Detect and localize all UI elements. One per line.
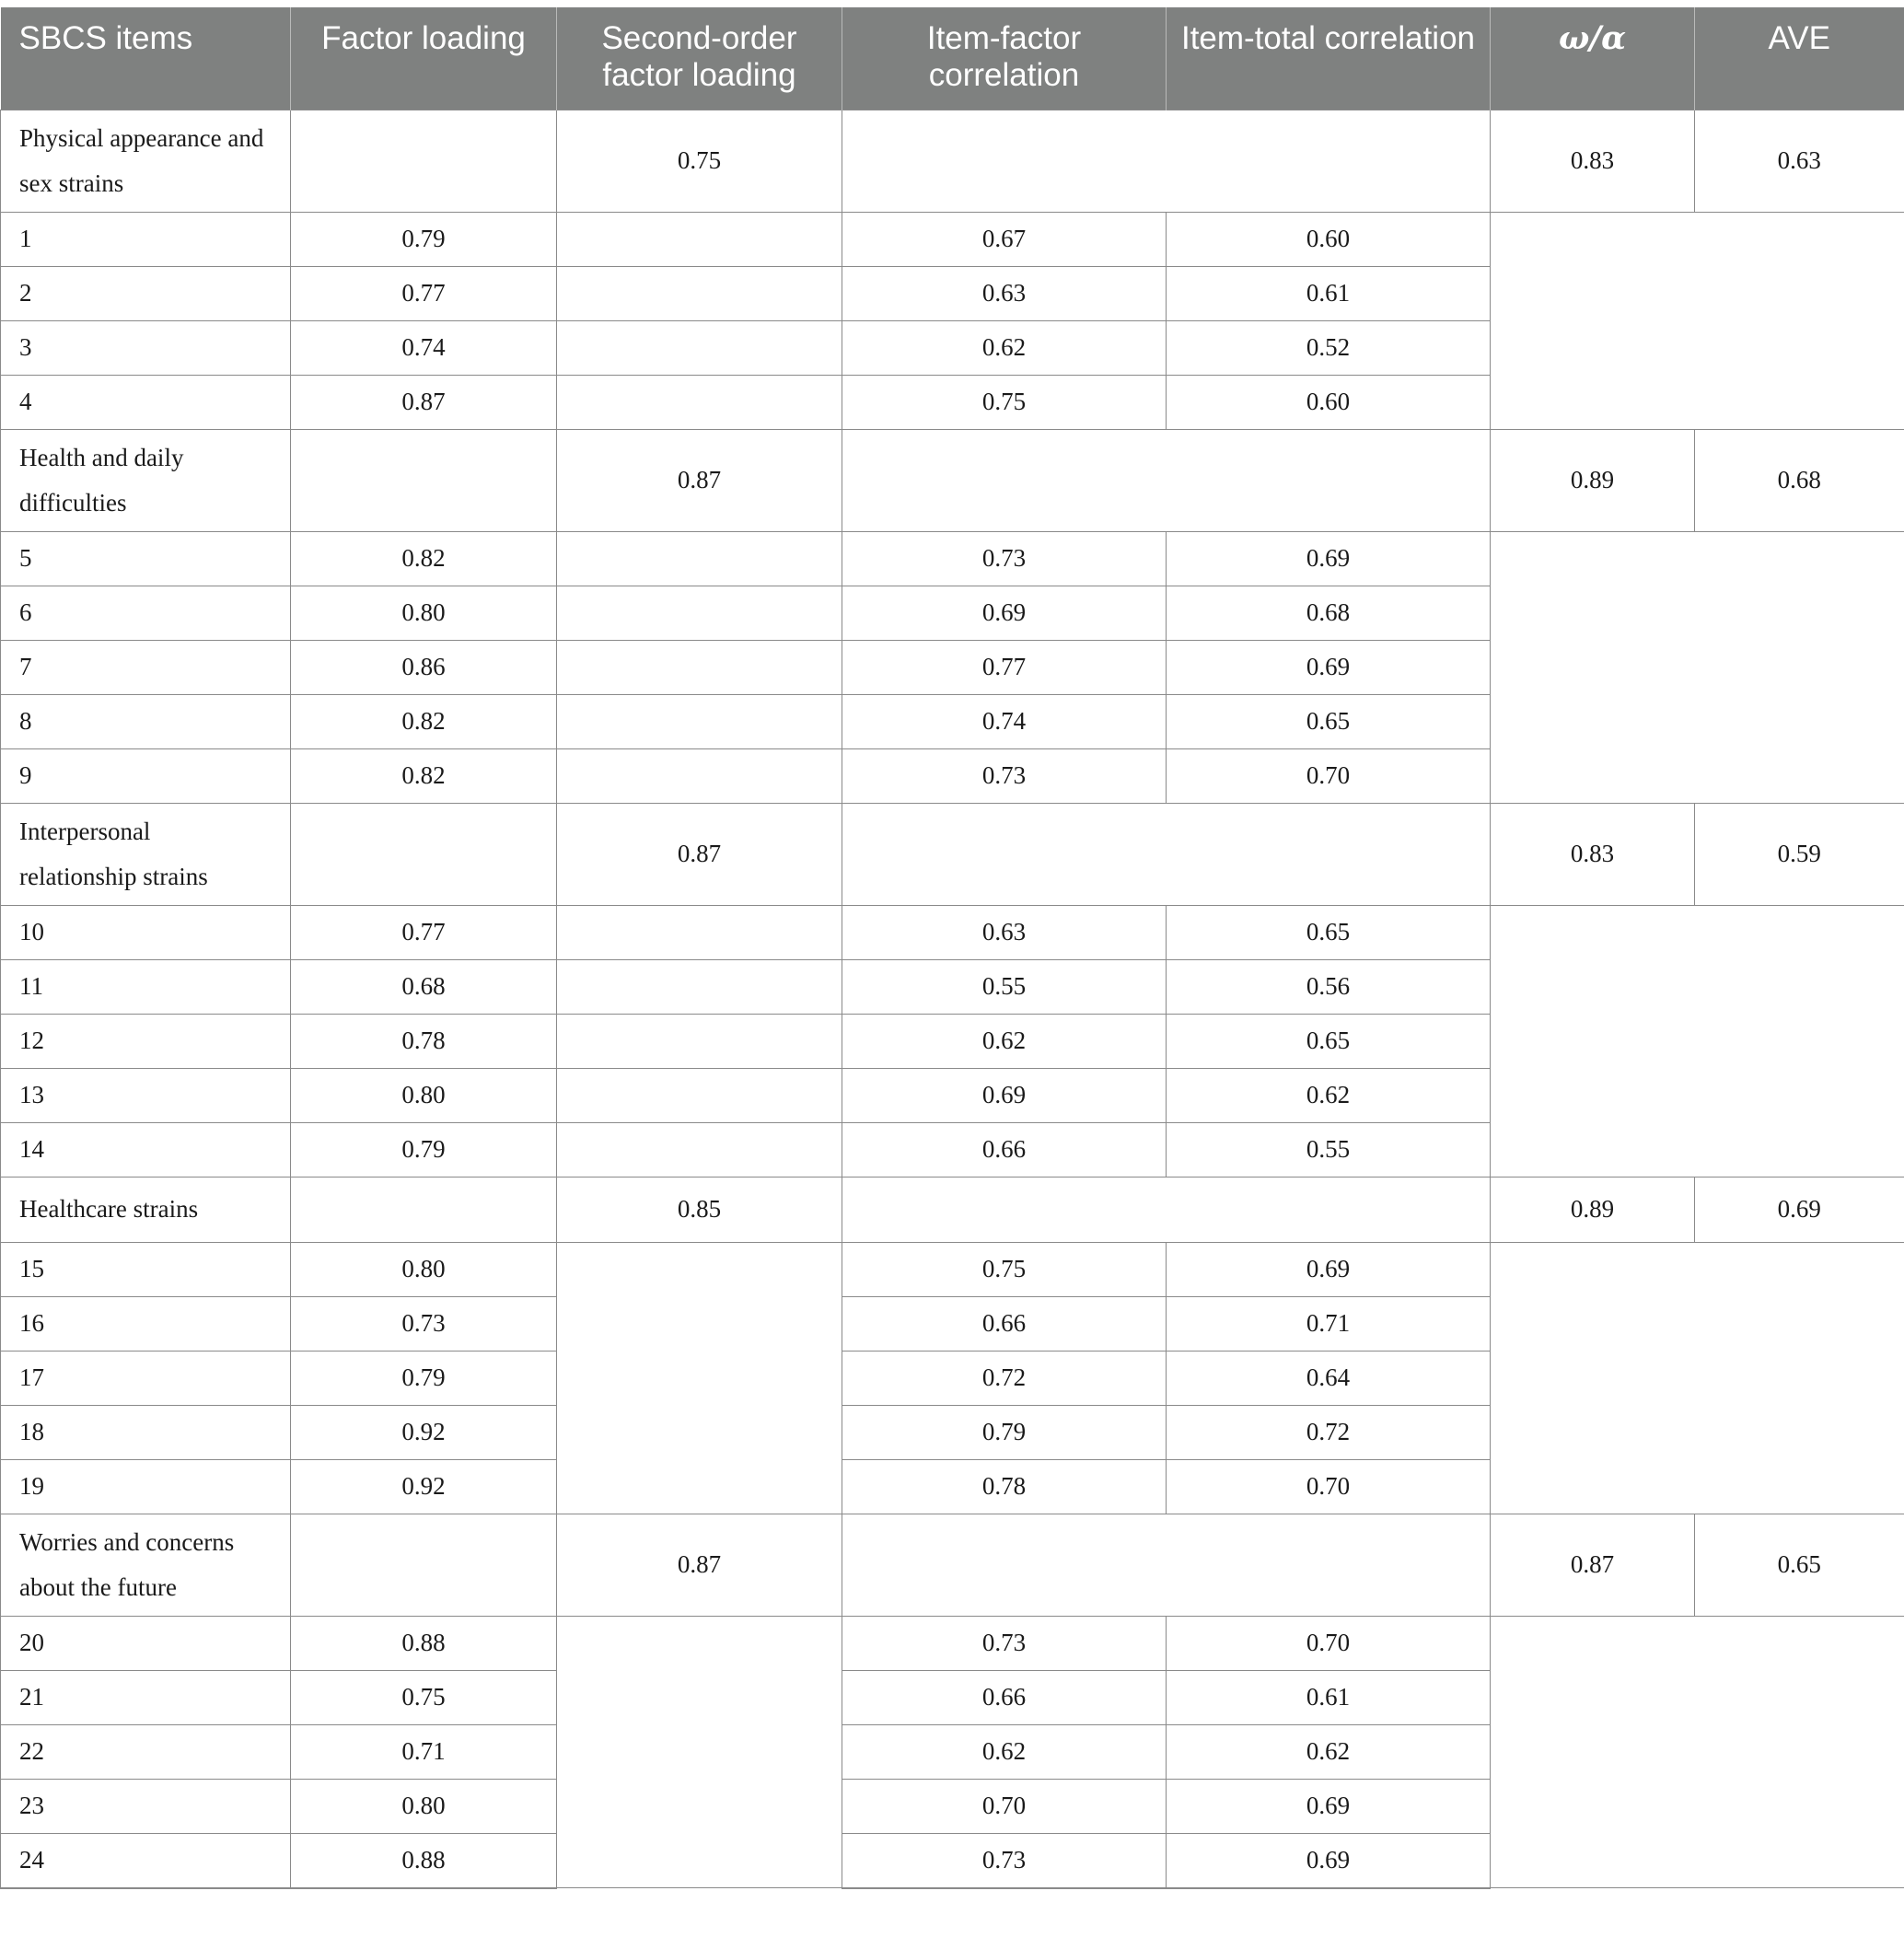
item-factor-loading: 0.88 [291,1616,557,1670]
second-order-loading: 0.87 [557,429,842,531]
item-row [1,1616,1904,1670]
omega-alpha-value: 0.89 [1491,1177,1695,1242]
item-number: 1 [1,212,291,266]
item-second-order-empty [557,320,842,375]
item-factor-loading: 0.82 [291,531,557,586]
ave-value: 0.59 [1695,803,1904,905]
item-number: 12 [1,1014,291,1068]
item-factor-loading: 0.68 [291,959,557,1014]
item-total-correlation: 0.55 [1167,1122,1491,1177]
table-header [1,7,1904,110]
item-factor-loading: 0.86 [291,640,557,694]
item-number: 2 [1,266,291,320]
factor-loading-empty [291,803,557,905]
correlation-empty [842,110,1491,212]
item-total-correlation: 0.62 [1167,1724,1491,1779]
item-factor-correlation: 0.62 [842,320,1167,375]
item-number: 14 [1,1122,291,1177]
item-second-order-empty [557,375,842,429]
header-factor-loading: Factor loading [291,7,557,110]
item-factor-correlation: 0.70 [842,1779,1167,1833]
reliability-empty [1491,531,1904,803]
item-factor-loading: 0.73 [291,1296,557,1351]
item-factor-loading: 0.87 [291,375,557,429]
item-second-order-empty [557,1616,842,1888]
reliability-empty [1491,1242,1904,1514]
header-item-factor: Item-factor correlation [842,7,1167,110]
item-factor-loading: 0.79 [291,1351,557,1405]
omega-alpha-value: 0.89 [1491,429,1695,531]
item-total-correlation: 0.65 [1167,905,1491,959]
item-row [1,212,1904,266]
item-factor-correlation: 0.75 [842,375,1167,429]
item-second-order-empty [557,1122,842,1177]
factor-row [1,803,1904,905]
item-number: 19 [1,1459,291,1514]
correlation-empty [842,1514,1491,1616]
item-total-correlation: 0.69 [1167,531,1491,586]
item-total-correlation: 0.60 [1167,375,1491,429]
item-factor-correlation: 0.72 [842,1351,1167,1405]
item-factor-loading: 0.80 [291,1068,557,1122]
factor-name: Physical appearance and sex strains [1,110,291,212]
item-number: 24 [1,1833,291,1888]
item-total-correlation: 0.64 [1167,1351,1491,1405]
item-factor-correlation: 0.77 [842,640,1167,694]
omega-alpha-value: 0.83 [1491,803,1695,905]
item-factor-correlation: 0.73 [842,1833,1167,1888]
ave-value: 0.68 [1695,429,1904,531]
item-total-correlation: 0.56 [1167,959,1491,1014]
item-second-order-empty [557,640,842,694]
item-second-order-empty [557,959,842,1014]
second-order-loading: 0.85 [557,1177,842,1242]
omega-alpha-value: 0.87 [1491,1514,1695,1616]
item-factor-correlation: 0.66 [842,1670,1167,1724]
item-number: 18 [1,1405,291,1459]
item-factor-loading: 0.74 [291,320,557,375]
correlation-empty [842,1177,1491,1242]
item-factor-loading: 0.80 [291,1779,557,1833]
item-factor-loading: 0.79 [291,1122,557,1177]
item-factor-correlation: 0.62 [842,1724,1167,1779]
header-omega-alpha: ω/α [1491,7,1695,110]
item-total-correlation: 0.60 [1167,212,1491,266]
item-factor-correlation: 0.55 [842,959,1167,1014]
item-factor-correlation: 0.69 [842,1068,1167,1122]
item-total-correlation: 0.70 [1167,1616,1491,1670]
item-number: 9 [1,748,291,803]
item-factor-correlation: 0.73 [842,1616,1167,1670]
item-total-correlation: 0.72 [1167,1405,1491,1459]
item-total-correlation: 0.62 [1167,1068,1491,1122]
item-factor-loading: 0.80 [291,1242,557,1296]
item-second-order-empty [557,531,842,586]
item-number: 6 [1,586,291,640]
header-second-order: Second-order factor loading [557,7,842,110]
second-order-loading: 0.75 [557,110,842,212]
item-total-correlation: 0.65 [1167,694,1491,748]
factor-name: Worries and concerns about the future [1,1514,291,1616]
item-second-order-empty [557,1014,842,1068]
item-number: 15 [1,1242,291,1296]
factor-row [1,1177,1904,1242]
item-number: 8 [1,694,291,748]
item-number: 20 [1,1616,291,1670]
item-number: 5 [1,531,291,586]
item-total-correlation: 0.61 [1167,266,1491,320]
item-factor-correlation: 0.75 [842,1242,1167,1296]
item-factor-correlation: 0.78 [842,1459,1167,1514]
item-total-correlation: 0.68 [1167,586,1491,640]
factor-loading-empty [291,1514,557,1616]
header-row [1,7,1904,110]
item-factor-loading: 0.77 [291,905,557,959]
item-factor-correlation: 0.66 [842,1122,1167,1177]
item-factor-loading: 0.82 [291,694,557,748]
sbcs-table [0,7,1904,1889]
item-second-order-empty [557,1242,842,1514]
factor-name: Health and daily difficulties [1,429,291,531]
item-factor-correlation: 0.73 [842,748,1167,803]
item-second-order-empty [557,694,842,748]
item-number: 16 [1,1296,291,1351]
table-body [1,110,1904,1888]
second-order-loading: 0.87 [557,1514,842,1616]
item-factor-correlation: 0.63 [842,905,1167,959]
factor-row [1,429,1904,531]
item-second-order-empty [557,1068,842,1122]
item-second-order-empty [557,905,842,959]
correlation-empty [842,803,1491,905]
item-row [1,1242,1904,1296]
item-total-correlation: 0.65 [1167,1014,1491,1068]
item-row [1,905,1904,959]
item-factor-loading: 0.79 [291,212,557,266]
item-total-correlation: 0.71 [1167,1296,1491,1351]
item-factor-correlation: 0.74 [842,694,1167,748]
item-factor-correlation: 0.69 [842,586,1167,640]
item-number: 3 [1,320,291,375]
item-factor-loading: 0.92 [291,1405,557,1459]
item-second-order-empty [557,748,842,803]
item-factor-correlation: 0.73 [842,531,1167,586]
item-number: 22 [1,1724,291,1779]
item-factor-correlation: 0.62 [842,1014,1167,1068]
factor-name: Healthcare strains [1,1177,291,1242]
item-number: 17 [1,1351,291,1405]
item-total-correlation: 0.69 [1167,1242,1491,1296]
item-number: 21 [1,1670,291,1724]
item-total-correlation: 0.69 [1167,1779,1491,1833]
item-number: 13 [1,1068,291,1122]
header-item-total: Item-total correlation [1167,7,1491,110]
factor-loading-empty [291,1177,557,1242]
item-total-correlation: 0.69 [1167,1833,1491,1888]
ave-value: 0.63 [1695,110,1904,212]
omega-alpha-value: 0.83 [1491,110,1695,212]
item-factor-loading: 0.75 [291,1670,557,1724]
factor-loading-empty [291,429,557,531]
item-total-correlation: 0.70 [1167,1459,1491,1514]
header-ave: AVE [1695,7,1904,110]
item-factor-correlation: 0.63 [842,266,1167,320]
ave-value: 0.69 [1695,1177,1904,1242]
item-total-correlation: 0.61 [1167,1670,1491,1724]
reliability-empty [1491,1616,1904,1888]
item-second-order-empty [557,212,842,266]
item-factor-loading: 0.78 [291,1014,557,1068]
item-factor-loading: 0.71 [291,1724,557,1779]
item-second-order-empty [557,266,842,320]
ave-value: 0.65 [1695,1514,1904,1616]
item-total-correlation: 0.70 [1167,748,1491,803]
item-second-order-empty [557,586,842,640]
item-factor-correlation: 0.66 [842,1296,1167,1351]
item-factor-correlation: 0.79 [842,1405,1167,1459]
item-number: 11 [1,959,291,1014]
correlation-empty [842,429,1491,531]
item-total-correlation: 0.69 [1167,640,1491,694]
header-items: SBCS items [1,7,291,110]
item-number: 4 [1,375,291,429]
factor-row [1,1514,1904,1616]
item-factor-loading: 0.77 [291,266,557,320]
item-factor-loading: 0.88 [291,1833,557,1888]
item-factor-loading: 0.82 [291,748,557,803]
item-number: 23 [1,1779,291,1833]
item-total-correlation: 0.52 [1167,320,1491,375]
second-order-loading: 0.87 [557,803,842,905]
item-number: 10 [1,905,291,959]
item-factor-loading: 0.92 [291,1459,557,1514]
factor-loading-empty [291,110,557,212]
reliability-empty [1491,212,1904,429]
reliability-empty [1491,905,1904,1177]
item-number: 7 [1,640,291,694]
factor-row [1,110,1904,212]
item-row [1,531,1904,586]
item-factor-loading: 0.80 [291,586,557,640]
item-factor-correlation: 0.67 [842,212,1167,266]
factor-name: Interpersonal relationship strains [1,803,291,905]
